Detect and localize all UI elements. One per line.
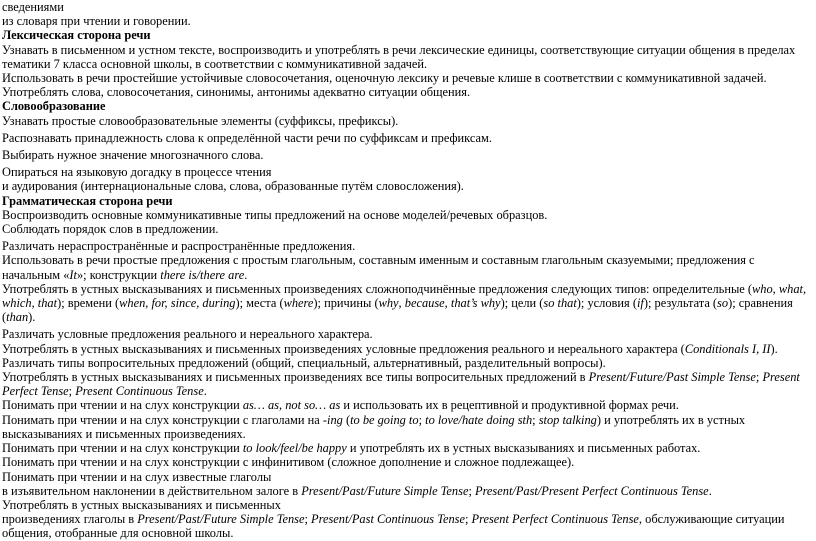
paragraph bbox=[2, 342, 814, 356]
text-run: ); результата ( bbox=[643, 296, 718, 311]
italic-term: Present Perfect Continuous Tense bbox=[471, 512, 639, 527]
paragraph bbox=[2, 398, 814, 412]
paragraph bbox=[2, 484, 814, 498]
paragraph: Различать типы вопросительных предложений (общий, специальный, альтернативный, разделительный вопросы). bbox=[2, 355, 606, 370]
text-run: ; bbox=[418, 412, 426, 427]
paragraph: Использовать в речи простейшие устойчивые словосочетания, оценочную лексику и речевые клише в соответствии с коммуникативной задачей. bbox=[2, 71, 767, 86]
text-run: . bbox=[708, 483, 712, 498]
section-heading-wordformation: Словообразование bbox=[2, 99, 106, 114]
text-run: ; bbox=[304, 512, 312, 527]
italic-term: stop talking bbox=[538, 412, 597, 427]
paragraph: Опираться на языковую догадку в процессе чтения bbox=[2, 165, 272, 180]
text-run: в изъявительном наклонении в действительном залоге в bbox=[2, 483, 302, 498]
italic-term: where bbox=[283, 296, 314, 311]
text-run: Использовать в речи простые предложения с простым глагольным, составным именным и составным глагольным сказуемыми; предложения с начальным « bbox=[2, 253, 755, 282]
paragraph bbox=[2, 441, 814, 455]
italic-term: than bbox=[6, 310, 29, 325]
italic-term: to be going to bbox=[350, 412, 419, 427]
italic-term: why bbox=[378, 296, 399, 311]
italic-term: Present/Past/Future Simple Tense bbox=[137, 512, 305, 527]
text-run: ). bbox=[28, 310, 36, 325]
paragraph: Узнавать в письменном и устном тексте, воспроизводить и употреблять в речи лексические единицы, соответствующие ситуации общения в пределах тематики 7 класса основной школы, в соответствии с коммуникативной задачей. bbox=[2, 42, 796, 71]
section-heading-grammar: Грамматическая сторона речи bbox=[2, 193, 173, 208]
paragraph bbox=[2, 253, 814, 281]
text-run: и использовать их в рецептивной и продуктивной формах речи. bbox=[340, 398, 679, 413]
text-run: . bbox=[244, 267, 248, 282]
text-run: , bbox=[398, 296, 405, 311]
italic-term: that’s why bbox=[450, 296, 501, 311]
paragraph: Соблюдать порядок слов в предложении. bbox=[2, 222, 219, 237]
text-run: ); времени ( bbox=[57, 296, 120, 311]
italic-term: so that bbox=[543, 296, 577, 311]
paragraph: Различать нераспространённые и распространённые предложения. bbox=[2, 239, 356, 254]
italic-term: Present/Future/Past Simple Tense bbox=[588, 370, 756, 385]
paragraph: Употреблять слова, словосочетания, синонимы, антонимы адекватно ситуации общения. bbox=[2, 85, 471, 100]
paragraph: Различать условные предложения реального и нереального характера. bbox=[2, 327, 373, 342]
text-run: Понимать при чтении и на слух конструкции с глаголами на bbox=[2, 412, 323, 427]
italic-term: to love/hate doing sth bbox=[425, 412, 533, 427]
text-run: ). bbox=[770, 341, 778, 356]
paragraph bbox=[2, 413, 814, 441]
text-run: ); места ( bbox=[235, 296, 284, 311]
text-line: из словаря при чтении и говорении. bbox=[2, 14, 191, 29]
section-heading-lexical: Лексическая сторона речи bbox=[2, 28, 151, 43]
text-run: ); цели ( bbox=[500, 296, 544, 311]
italic-term: Present Perfect Tense bbox=[2, 370, 800, 399]
italic-term: when, for, since, during bbox=[119, 296, 236, 311]
paragraph bbox=[2, 282, 814, 325]
text-run: ( bbox=[342, 412, 351, 427]
text-run: ; bbox=[468, 483, 475, 498]
text-run: ); причины ( bbox=[313, 296, 379, 311]
paragraph: и аудирования (интернациональные слова, слова, образованные путём словосложения). bbox=[2, 179, 464, 194]
italic-term: Present/Past/Future Simple Tense bbox=[301, 483, 469, 498]
paragraph: Выбирать нужное значение многозначного слова. bbox=[2, 148, 264, 163]
italic-term: as… as, not so… as bbox=[242, 398, 341, 413]
italic-term: who, what, which, that bbox=[2, 281, 807, 311]
italic-term: because bbox=[404, 296, 445, 311]
italic-term: Present/Past Continuous Tense bbox=[311, 512, 465, 527]
paragraph bbox=[2, 512, 814, 540]
text-run: , обслуживающие ситуации общения, отобранные для основной школы. bbox=[2, 512, 785, 541]
italic-term: Conditionals I, II bbox=[684, 341, 771, 356]
italic-term: -ing bbox=[322, 412, 343, 427]
text-run: ); условия ( bbox=[576, 296, 637, 311]
text-run: Понимать при чтении и на слух конструкции bbox=[2, 441, 243, 456]
italic-term: to look/feel/be happy bbox=[242, 441, 347, 456]
paragraph: Распознавать принадлежность слова к определённой части речи по суффиксам и префиксам. bbox=[2, 130, 492, 145]
paragraph: Понимать при чтении и на слух конструкции с инфинитивом (сложное дополнение и сложное подлежащее). bbox=[2, 455, 575, 470]
text-line: сведениями bbox=[2, 0, 64, 14]
text-run: ; bbox=[68, 384, 76, 399]
italic-term: so bbox=[717, 296, 729, 311]
text-run: ; bbox=[532, 412, 539, 427]
text-run: Употреблять в устных высказываниях и письменных произведениях все типы вопросительных предложений в bbox=[2, 370, 589, 385]
text-run: ; bbox=[755, 370, 763, 385]
paragraph: Употреблять в устных высказываниях и письменных bbox=[2, 497, 281, 512]
text-run: произведениях глаголы в bbox=[2, 512, 138, 527]
text-run: ) и употреблять их в устных высказываниях и письменных произведениях. bbox=[2, 412, 746, 441]
italic-term: Present/Past/Present Perfect Continuous Tense bbox=[475, 483, 709, 498]
paragraph: Воспроизводить основные коммуникативные типы предложений на основе моделей/речевых образцов. bbox=[2, 207, 548, 222]
text-run: ); сравнения ( bbox=[2, 296, 793, 325]
text-run: Понимать при чтении и на слух конструкции bbox=[2, 398, 243, 413]
text-run: ; bbox=[465, 512, 472, 527]
paragraph: Понимать при чтении и на слух известные глаголы bbox=[2, 469, 272, 484]
italic-term: there is/there are bbox=[160, 267, 245, 282]
text-run: »; конструкции bbox=[76, 267, 161, 282]
text-run: . bbox=[203, 384, 207, 399]
italic-term: It bbox=[69, 267, 77, 282]
italic-term: if bbox=[636, 296, 644, 311]
paragraph bbox=[2, 370, 814, 398]
text-run: Употреблять в устных высказываниях и письменных произведениях условные предложения реального и нереального характера ( bbox=[2, 341, 685, 356]
text-run: и употреблять их в устных высказываниях и письменных работах. bbox=[346, 441, 701, 456]
text-run: , bbox=[444, 296, 451, 311]
paragraph: Узнавать простые словообразовательные элементы (суффиксы, префиксы). bbox=[2, 113, 399, 128]
text-run: Употреблять в устных высказываниях и письменных произведениях сложноподчинённые предложения следующих типов: определительные ( bbox=[2, 281, 753, 296]
italic-term: Present Continuous Tense bbox=[75, 384, 204, 399]
